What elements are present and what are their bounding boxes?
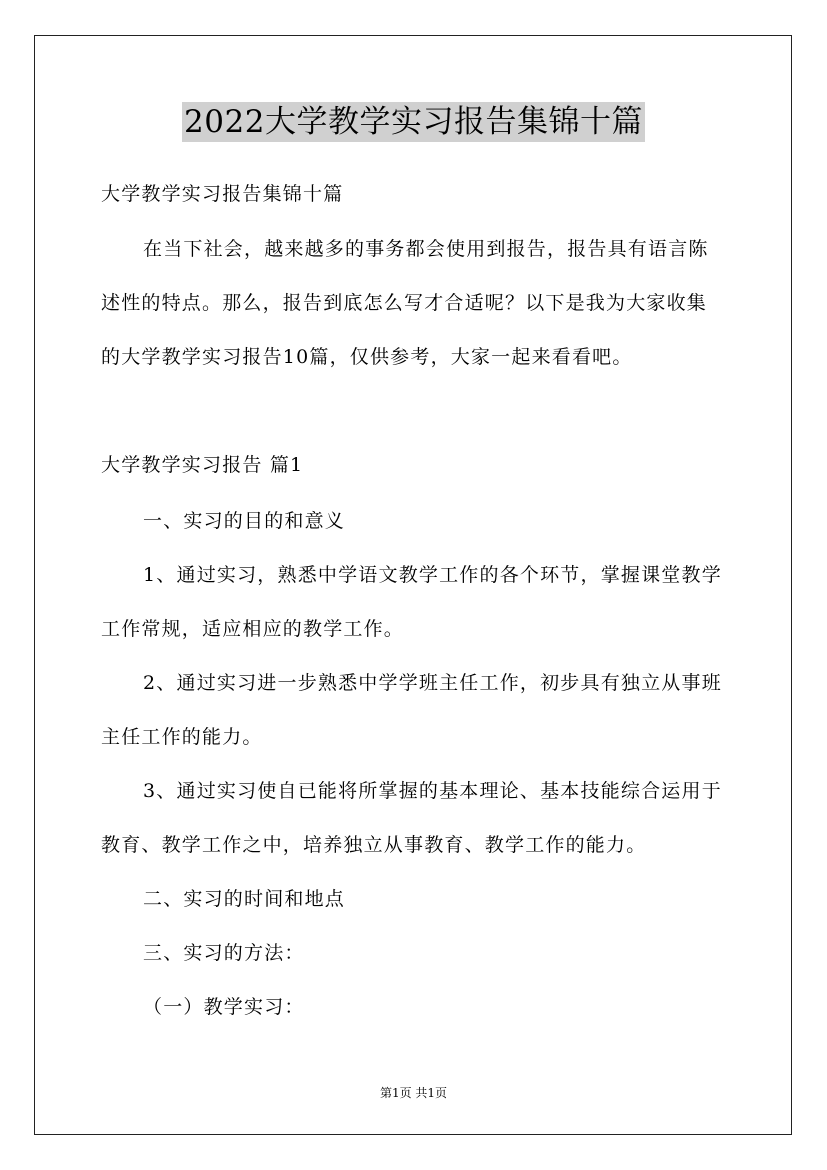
subheading: 三、实习的方法：: [143, 942, 305, 964]
paragraph-line: 主任工作的能力。: [101, 726, 263, 748]
document-title: 2022大学教学实习报告集锦十篇: [184, 104, 643, 140]
subheading: 一、实习的目的和意义: [143, 510, 346, 532]
page-number-label: 第1页 共1页: [379, 1086, 448, 1100]
section-heading: 大学教学实习报告 篇1: [101, 454, 304, 476]
page-footer: [0, 1085, 827, 1101]
subtitle-line: 大学教学实习报告集锦十篇: [101, 183, 344, 205]
subheading: 二、实习的时间和地点: [143, 888, 346, 910]
paragraph-line: 教育、教学工作之中，培养独立从事教育、教学工作的能力。: [101, 834, 647, 856]
paragraph-line: 3、通过实习使自已能将所掌握的基本理论、基本技能综合运用于: [143, 780, 722, 802]
paragraph-line: 在当下社会，越来越多的事务都会使用到报告，报告具有语言陈: [143, 238, 709, 260]
paragraph-line: 1、通过实习，熟悉中学语文教学工作的各个环节，掌握课堂教学: [143, 564, 722, 586]
paragraph-line: 述性的特点。那么，报告到底怎么写才合适呢？以下是我为大家收集: [101, 292, 708, 314]
paragraph-line: 工作常规，适应相应的教学工作。: [101, 618, 405, 640]
paragraph-line: 2、通过实习进一步熟悉中学学班主任工作，初步具有独立从事班: [143, 672, 722, 694]
subheading: （一）教学实习：: [143, 996, 305, 1018]
paragraph-line: 的大学教学实习报告10篇，仅供参考，大家一起来看看吧。: [101, 346, 633, 368]
title-container: [0, 102, 827, 142]
